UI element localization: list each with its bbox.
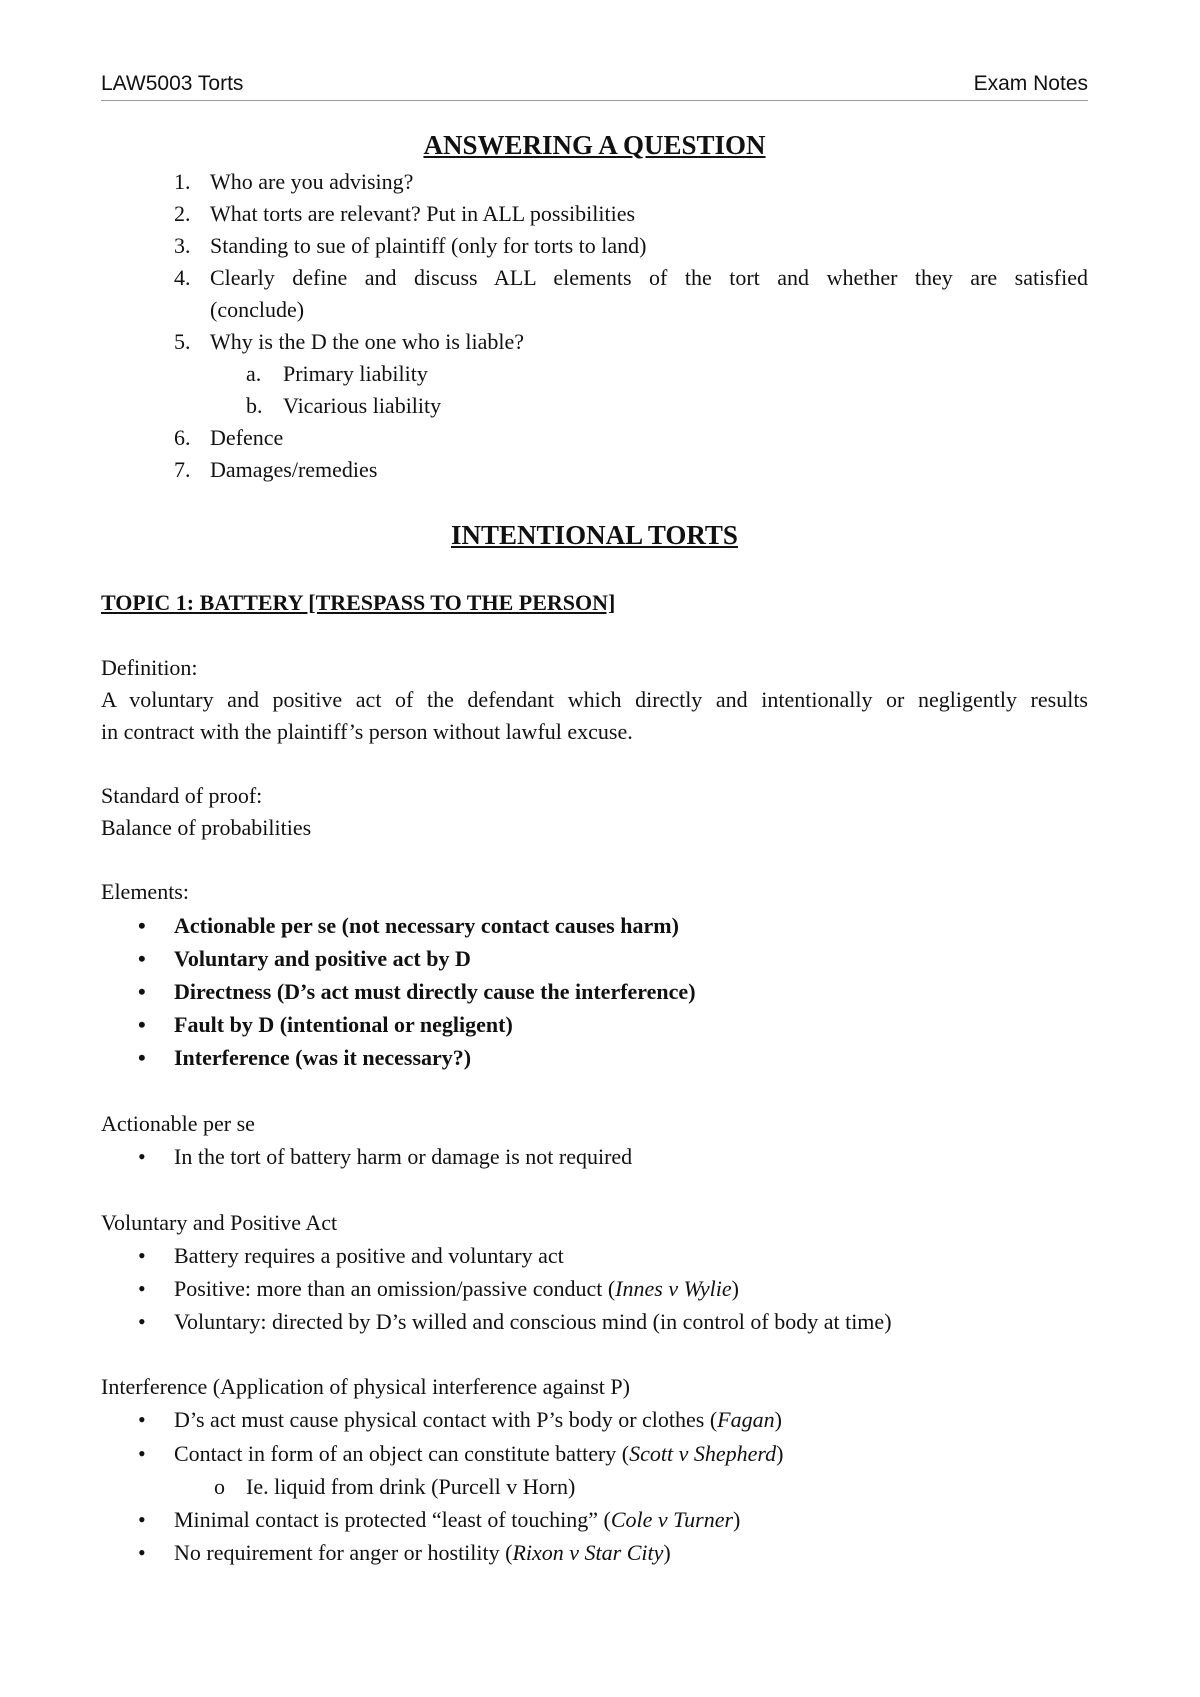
bullet-icon: •	[138, 913, 146, 938]
list-item	[138, 1276, 739, 1302]
list-item	[138, 1243, 564, 1269]
bullet-icon: •	[138, 1045, 146, 1070]
bullet-icon: •	[138, 1012, 146, 1037]
element-text: Voluntary and positive act by D	[174, 946, 471, 971]
bullet-icon: •	[138, 1441, 146, 1466]
topic-heading: TOPIC 1: BATTERY [TRESPASS TO THE PERSON]	[101, 590, 616, 615]
list-item-continuation: (conclude)	[210, 297, 305, 322]
point-text: Voluntary: directed by D’s willed and conscious mind (in control of body at time)	[174, 1309, 892, 1334]
list-item	[138, 1507, 741, 1533]
bullet-icon: •	[138, 1243, 146, 1268]
bullet-icon: •	[138, 1507, 146, 1532]
answering-title: ANSWERING A QUESTION	[423, 130, 766, 160]
list-item: Standing to sue of plaintiff (only for torts to land)	[210, 233, 647, 258]
list-item	[138, 946, 471, 972]
list-num: 5.	[174, 329, 191, 354]
list-item: Defence	[210, 425, 284, 450]
list-item	[138, 1407, 782, 1433]
case-name: Innes v Wylie	[615, 1276, 732, 1301]
bullet-icon: •	[138, 1276, 146, 1301]
bullet-icon: •	[138, 1407, 146, 1432]
list-num: 3.	[174, 233, 191, 258]
point-text: No requirement for anger or hostility (	[174, 1540, 513, 1565]
doc-type: Exam Notes	[973, 72, 1088, 95]
case-name: Rixon v Star City	[512, 1540, 664, 1565]
sublist-num: a.	[246, 361, 262, 386]
standard-value: Balance of probabilities	[101, 815, 312, 840]
point-text: Battery requires a positive and voluntary act	[174, 1243, 564, 1268]
bullet-icon: •	[138, 979, 146, 1004]
element-text: Actionable per se (not necessary contact causes harm)	[174, 913, 679, 938]
list-item: Clearly define and discuss ALL elements of the tort and whether they are satisfied	[210, 265, 1088, 290]
course-code: LAW5003 Torts	[101, 72, 244, 95]
subheading: Voluntary and Positive Act	[101, 1210, 338, 1235]
list-item	[138, 1144, 633, 1170]
point-text-end: )	[774, 1407, 782, 1432]
point-text: Minimal contact is protected “least of touching” (	[174, 1507, 611, 1532]
circle-bullet-icon: o	[214, 1474, 225, 1499]
sublist-item: Primary liability	[283, 361, 428, 386]
list-item	[138, 1309, 892, 1335]
list-item: Who are you advising?	[210, 169, 414, 194]
point-text-end: )	[663, 1540, 671, 1565]
definition-text-cont: in contract with the plaintiff’s person without lawful excuse.	[101, 719, 633, 744]
list-item: Why is the D the one who is liable?	[210, 329, 525, 354]
case-name: Fagan	[717, 1407, 775, 1432]
list-num: 2.	[174, 201, 191, 226]
list-item	[138, 1540, 671, 1566]
case-name: Scott v Shepherd	[629, 1441, 777, 1466]
list-num: 6.	[174, 425, 191, 450]
point-text: Contact in form of an object can constitute battery (	[174, 1441, 630, 1466]
element-text: Interference (was it necessary?)	[174, 1045, 472, 1070]
list-num: 4.	[174, 265, 191, 290]
case-name: Cole v Turner	[610, 1507, 734, 1532]
element-text: Directness (D’s act must directly cause the interference)	[174, 979, 696, 1004]
bullet-icon: •	[138, 1144, 146, 1169]
definition-text: A voluntary and positive act of the defendant which directly and intentionally or negligently results	[101, 687, 1088, 712]
point-text: D’s act must cause physical contact with P’s body or clothes (	[174, 1407, 718, 1432]
element-text: Fault by D (intentional or negligent)	[174, 1012, 513, 1037]
point-text: In the tort of battery harm or damage is not required	[174, 1144, 633, 1169]
standard-label: Standard of proof:	[101, 783, 263, 808]
list-num: 7.	[174, 457, 191, 482]
list-item: What torts are relevant? Put in ALL possibilities	[210, 201, 636, 226]
definition-label: Definition:	[101, 655, 198, 680]
list-item	[138, 913, 679, 939]
point-text-end: )	[733, 1507, 741, 1532]
list-item: Damages/remedies	[210, 457, 378, 482]
point-text-end: )	[731, 1276, 739, 1301]
page-header	[101, 72, 1088, 101]
point-text-end: )	[776, 1441, 784, 1466]
list-num: 1.	[174, 169, 191, 194]
list-item	[138, 1045, 472, 1071]
list-item	[138, 1012, 513, 1038]
subheading: Interference (Application of physical interference against P)	[101, 1374, 630, 1399]
elements-label: Elements:	[101, 879, 189, 904]
sublist-item: Vicarious liability	[283, 393, 442, 418]
sublist-num: b.	[246, 393, 263, 418]
point-text: Ie. liquid from drink (Purcell v Horn)	[246, 1474, 576, 1499]
bullet-icon: •	[138, 946, 146, 971]
point-text: Positive: more than an omission/passive conduct (	[174, 1276, 616, 1301]
list-item	[138, 1441, 784, 1467]
subheading: Actionable per se	[101, 1111, 255, 1136]
sub-list-item	[214, 1474, 576, 1500]
section-title: INTENTIONAL TORTS	[451, 520, 738, 550]
bullet-icon: •	[138, 1540, 146, 1565]
bullet-icon: •	[138, 1309, 146, 1334]
list-item	[138, 979, 696, 1005]
